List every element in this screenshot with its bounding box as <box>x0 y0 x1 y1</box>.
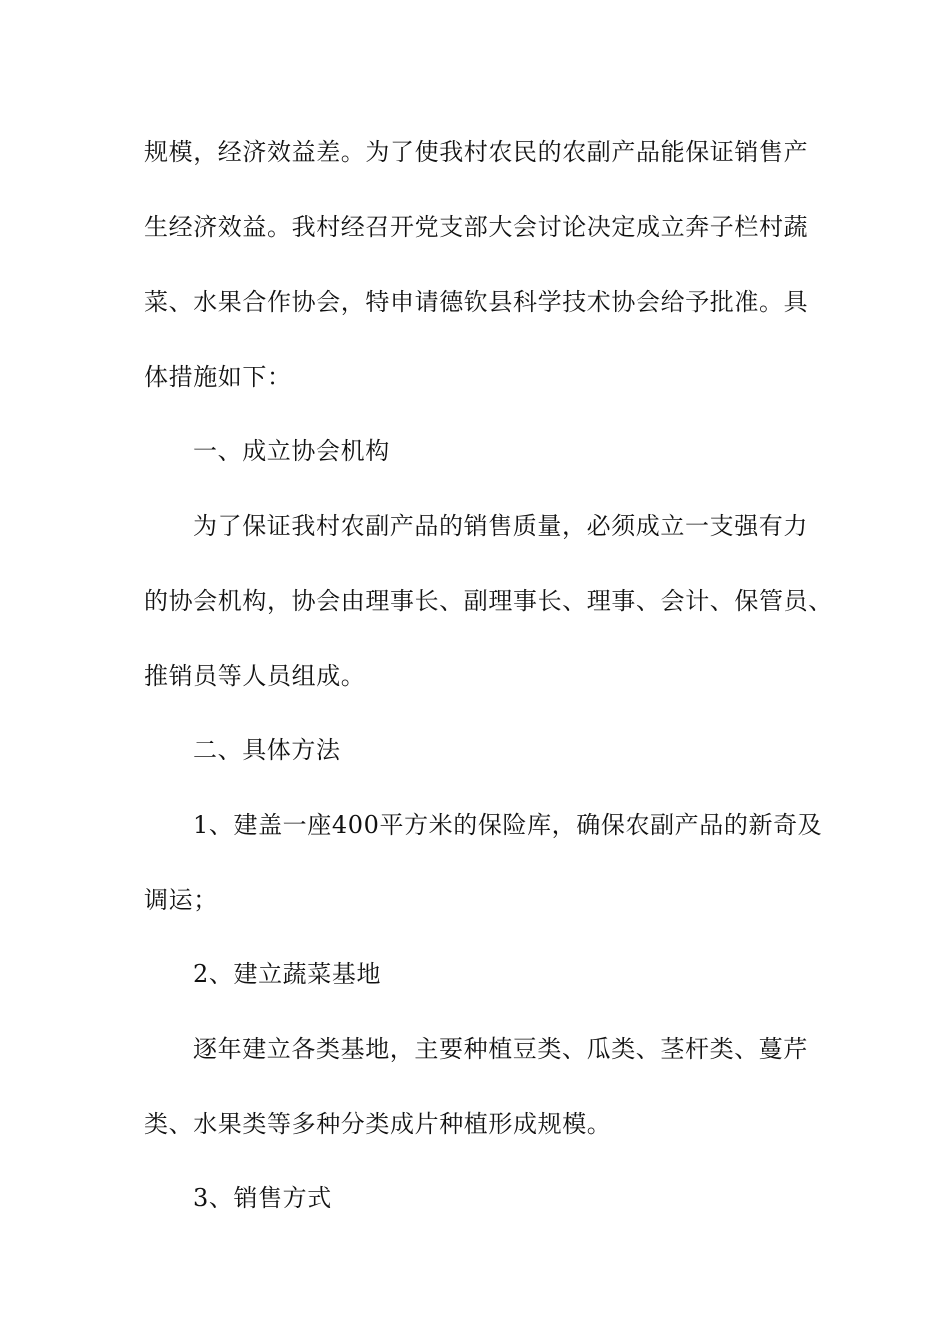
paragraph-line: 类、水果类等多种分类成片种植形成规模。 <box>144 1110 612 1138</box>
section-heading: 二、具体方法 <box>193 736 341 764</box>
paragraph-line: 的协会机构，协会由理事长、副理事长、理事、会计、保管员、 <box>144 587 833 615</box>
paragraph-line: 逐年建立各类基地，主要种植豆类、瓜类、茎杆类、蔓芹 <box>193 1035 808 1063</box>
paragraph-line: 调运； <box>144 886 218 914</box>
paragraph-line: 为了保证我村农副产品的销售质量，必须成立一支强有力 <box>193 512 808 540</box>
paragraph-line: 规模，经济效益差。为了使我村农民的农副产品能保证销售产 <box>144 138 809 166</box>
paragraph-line: 菜、水果合作协会，特申请德钦县科学技术协会给予批准。具 <box>144 288 809 316</box>
paragraph-line: 生经济效益。我村经召开党支部大会讨论决定成立奔子栏村蔬 <box>144 213 809 241</box>
paragraph-line: 体措施如下： <box>144 363 292 391</box>
list-item: 2、建立蔬菜基地 <box>193 960 382 988</box>
section-heading: 一、成立协会机构 <box>193 437 390 465</box>
paragraph-line: 推销员等人员组成。 <box>144 662 366 690</box>
list-item: 3、销售方式 <box>193 1184 332 1212</box>
list-item: 1、建盖一座400平方米的保险库，确保农副产品的新奇及 <box>193 811 823 839</box>
